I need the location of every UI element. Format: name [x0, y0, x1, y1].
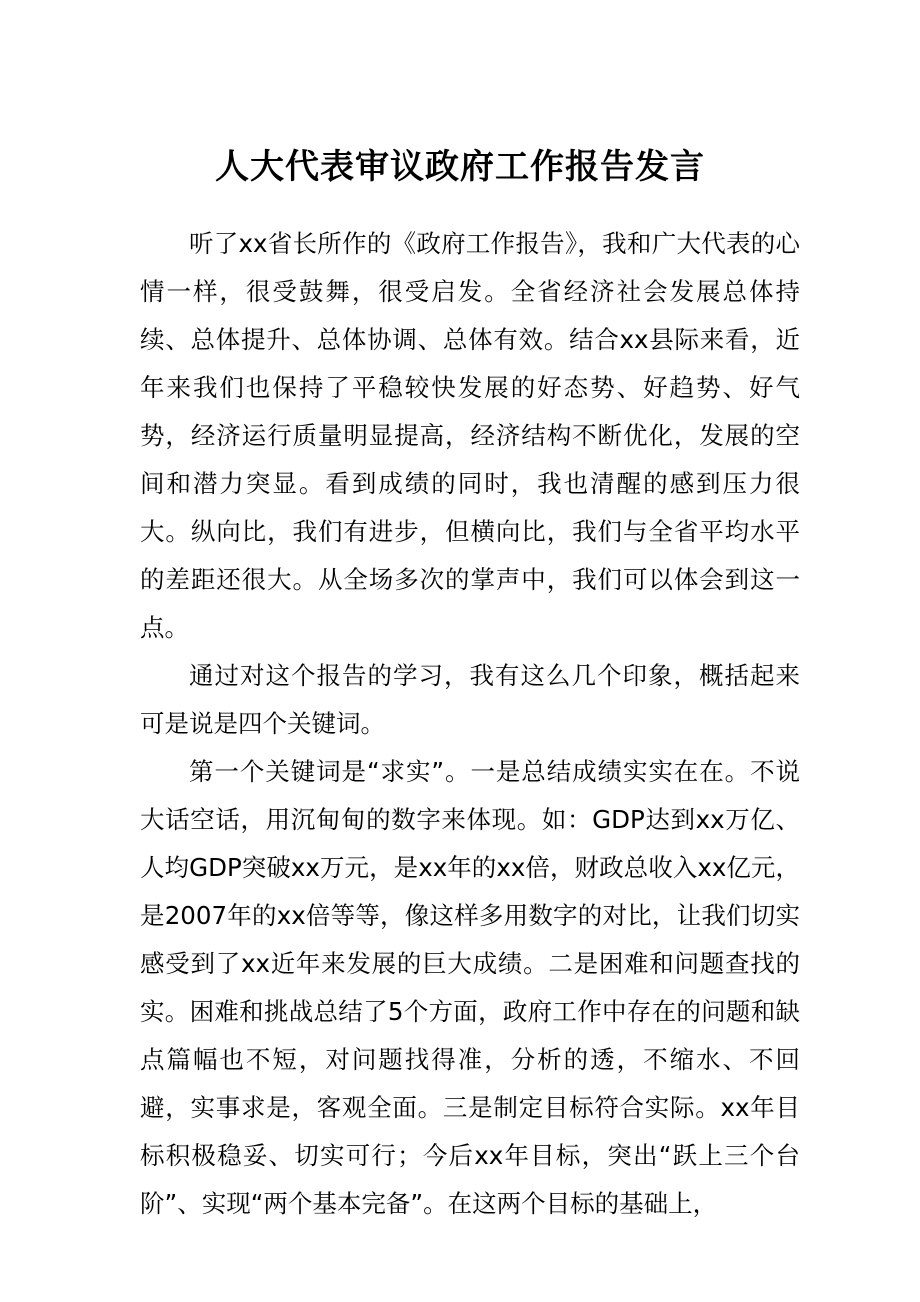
document-body	[140, 220, 800, 1228]
paragraph-1: 听了xx省长所作的《政府工作报告》，我和广大代表的心情一样，很受鼓舞，很受启发。全省经济社会发展总体持续、总体提升、总体协调、总体有效。结合xx县际来看，近年来我们也保持了平稳较快发展的好态势、好趋势、好气势，经济运行质量明显提高，经济结构不断优化，发展的空间和潜力突显。看到成绩的同时，我也清醒的感到压力很大。纵向比，我们有进步，但横向比，我们与全省平均水平的差距还很大。从全场多次的掌声中，我们可以体会到这一点。	[140, 229, 800, 642]
paragraph-3: 第一个关键词是“求实”。一是总结成绩实实在在。不说大话空话，用沉甸甸的数字来体现。如：GDP达到xx万亿、人均GDP突破xx万元，是xx年的xx倍，财政总收入xx亿元，是2007年的xx倍等等，像这样多用数字的对比，让我们切实感受到了xx近年来发展的巨大成绩。二是困难和问题查找的实。困难和挑战总结了5个方面，政府工作中存在的问题和缺点篇幅也不短，对问题找得准，分析的透，不缩水、不回避，实事求是，客观全面。三是制定目标符合实际。xx年目标积极稳妥、切实可行；今后xx年目标，突出“跃上三个台阶”、实现“两个基本完备”。在这两个目标的基础上，	[140, 757, 800, 1218]
paragraph-2: 通过对这个报告的学习，我有这么几个印象，概括起来可是说是四个关键词。	[140, 661, 800, 738]
document-title: 人大代表审议政府工作报告发言	[215, 147, 705, 187]
